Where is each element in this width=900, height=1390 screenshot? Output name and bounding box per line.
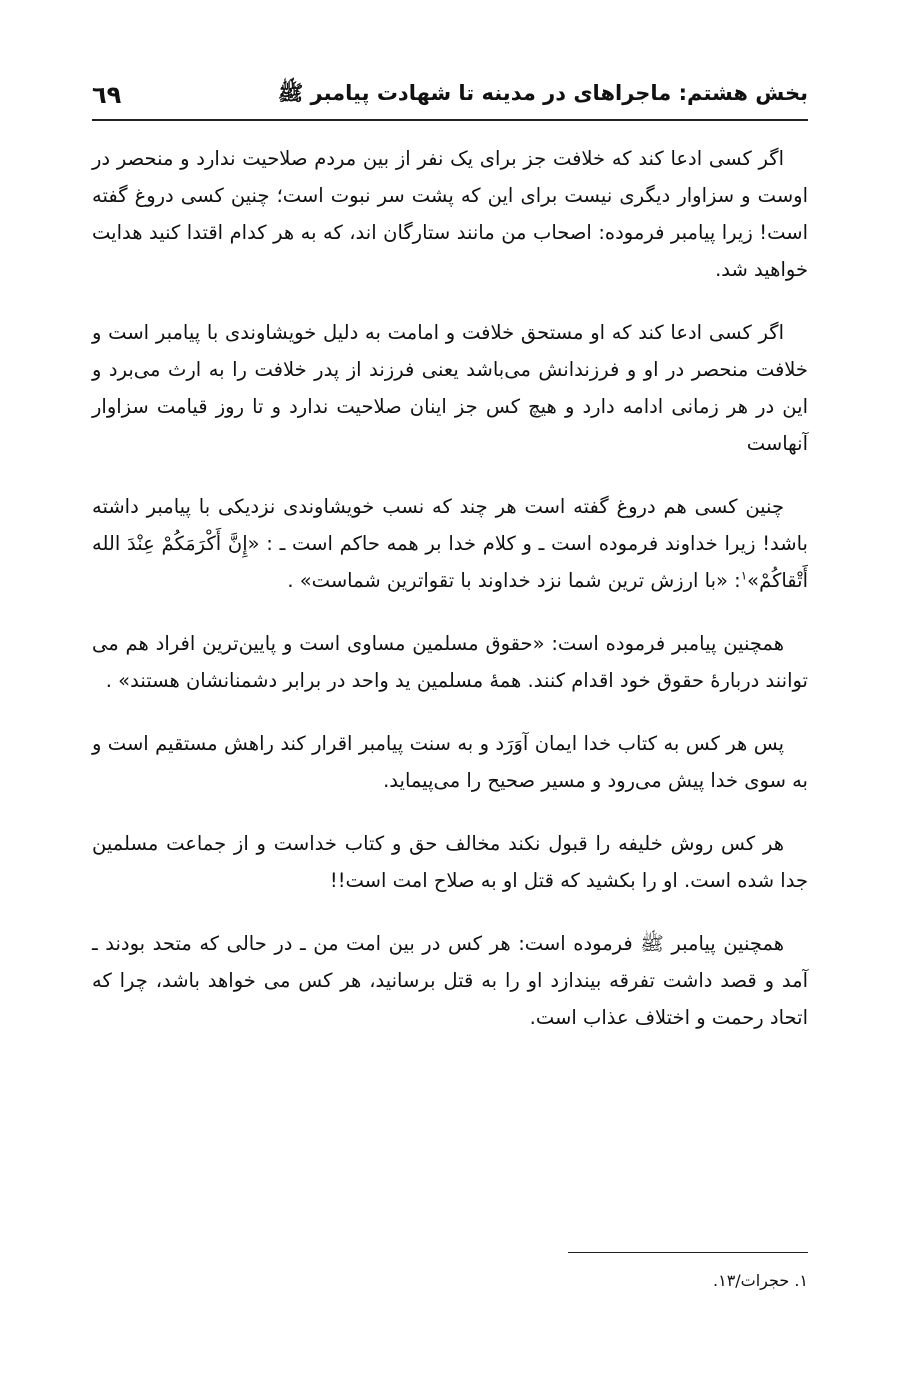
body-text (92, 140, 808, 1036)
footnote-divider (568, 1252, 808, 1253)
footnote-marker: ١ (740, 568, 748, 583)
paragraph-3-translation: : «با ارزش ترین شما نزد خداوند با تقواترین شماست» . (287, 569, 741, 592)
paragraph-2: اگر کسی ادعا کند که او مستحق خلافت و امامت به دلیل خویشاوندی با پیامبر است و خلافت منحصر در او و فرزندانش می‌باشد یعنی فرزند از پدر خلافت را به ارث می‌برد و این در هر زمانی ادامه دارد و هیچ کس جز اینان صلاحیت ندارد و تا روز قیامت سزاوار آنهاست (92, 321, 808, 455)
paragraph-3-text: چنین کسی هم دروغ گفته است هر چند که نسب خویشاوندی نزدیکی با پیامبر داشته باشد! زیرا خداوند فرموده است ـ و کلام خدا بر همه حاکم است ـ : «إِنَّ أَكْرَمَكُمْ عِنْدَ الله أَتْقاكُمْ» (92, 495, 808, 592)
paragraph-7: همچنین پیامبر ﷺ فرموده است: هر کس در بین امت من ـ در حالی که متحد بودند ـ آمد و قصد داشت تفرقه بیندازد او را به قتل برسانید، هر کس می خواهد باشد، چرا که اتحاد رحمت و اختلاف عذاب است. (92, 932, 808, 1029)
paragraph-5: پس هر کس به کتاب خدا ایمان آوَرَد و به سنت پیامبر اقرار کند راهش مستقیم است و به سوی خدا پیش می‌رود و مسیر صحیح را می‌پیماید. (92, 732, 808, 792)
header-divider (92, 119, 808, 121)
running-head: بخش هشتم: ماجراهای در مدینه تا شهادت پیامبر ﷺ (277, 80, 808, 105)
paragraph-6: هر کس روش خلیفه را قبول نکند مخالف حق و کتاب خداست و از جماعت مسلمین جدا شده است. او را بکشید که قتل او به صلاح امت است!! (92, 832, 808, 892)
paragraph-1: اگر کسی ادعا کند که خلافت جز برای یک نفر از بین مردم صلاحیت ندارد و منحصر در اوست و سزاوار دیگری نیست برای این که پشت سر نبوت است؛ چنین کسی دروغ گفته است! زیرا پیامبر فرموده: اصحاب من مانند ستارگان اند، که به هر کدام اقتدا کنید هدایت خواهید شد. (92, 147, 808, 281)
paragraph-4: همچنین پیامبر فرموده است: «حقوق مسلمین مساوی است و پایین‌ترین افراد هم می توانند دربارهٔ حقوق خود اقدام کنند. همهٔ مسلمین ید واحد در برابر دشمنانشان هستند» . (92, 632, 808, 692)
paragraph-3 (92, 488, 808, 599)
page-number: ٦٩ (92, 81, 122, 109)
footnote: ١. حجرات/١٣. (713, 1271, 808, 1290)
page-header (92, 70, 808, 120)
